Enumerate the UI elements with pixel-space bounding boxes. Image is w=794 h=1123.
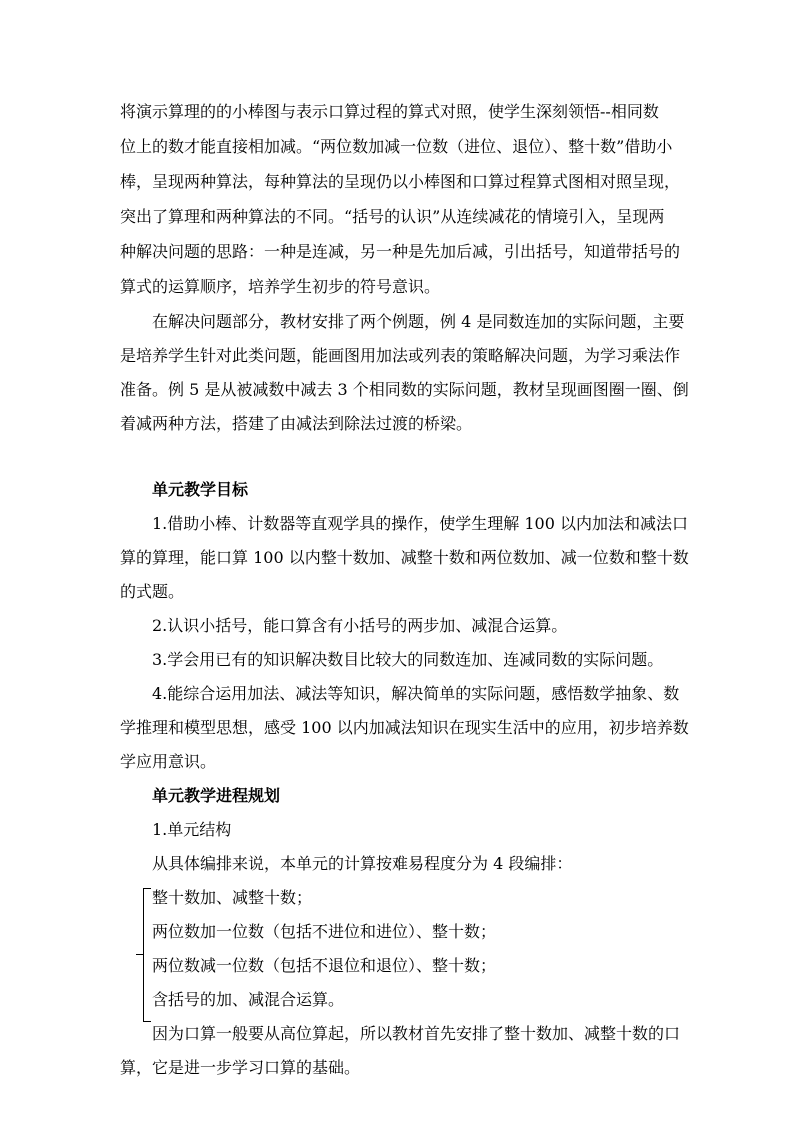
goal-line: 2.认识小括号，能口算含有小括号的两步加、减混合运算。 (152, 616, 568, 635)
goal-line: 4.能综合运用加法、减法等知识，解决简单的实际问题，感悟数学抽象、数 (152, 684, 680, 703)
paragraph-line: 准备。例 5 是从被减数中减去 3 个相同数的实际问题，教材呈现画图圈一圈、倒 (120, 380, 689, 399)
goal-line: 学推理和模型思想，感受 100 以内加减法知识在现实生活中的应用，初步培养数 (120, 718, 689, 737)
bracket-item: 两位数加一位数（包括不进位和进位）、整十数； (152, 922, 497, 941)
goal-line: 学应用意识。 (120, 752, 217, 771)
paragraph-line: 算式的运算顺序，培养学生初步的符号意识。 (120, 277, 441, 296)
intro-line: 从具体编排来说，本单元的计算按难易程度分为 4 段编排： (152, 854, 573, 873)
goal-line: 算的算理，能口算 100 以内整十数加、减整十数和两位数加、减一位数和整十数 (120, 548, 689, 567)
paragraph-line: 突出了算理和两种算法的不同。“括号的认识”从连续减花的情境引入，呈现两 (120, 207, 665, 226)
closing-line: 因为口算一般要从高位算起，所以教材首先安排了整十数加、减整十数的口 (152, 1024, 681, 1043)
section-heading-plan: 单元教学进程规划 (152, 786, 281, 805)
goal-line: 1.借助小棒、计数器等直观学具的操作，使学生理解 100 以内加法和减法口 (152, 514, 688, 533)
paragraph-line: 在解决问题部分，教材安排了两个例题，例 4 是同数连加的实际问题，主要 (152, 312, 685, 331)
paragraph-line: 是培养学生针对此类问题，能画图用加法或列表的策略解决问题，为学习乘法作 (120, 346, 681, 365)
paragraph-line: 着减两种方法，搭建了由减法到除法过渡的桥梁。 (120, 414, 473, 433)
subsection-heading: 1.单元结构 (152, 820, 232, 839)
bracket-mark (143, 888, 151, 1022)
paragraph-line: 将演示算理的的小棒图与表示口算过程的算式对照，使学生深刻领悟--相同数 (120, 102, 659, 121)
paragraph-line: 棒，呈现两种算法，每种算法的呈现仍以小棒图和口算过程算式图相对照呈现， (120, 172, 681, 191)
section-heading-goals: 单元教学目标 (152, 480, 249, 499)
paragraph-line: 种解决问题的思路：一种是连减，另一种是先加后减，引出括号，知道带括号的 (120, 242, 681, 261)
goal-line: 3.学会用已有的知识解决数目比较大的同数连加、连减同数的实际问题。 (152, 650, 664, 669)
paragraph-line: 位上的数才能直接相加减。“两位数加减一位数（进位、退位）、整十数”借助小 (120, 137, 673, 156)
closing-line: 算，它是进一步学习口算的基础。 (120, 1058, 361, 1077)
bracket-item: 两位数减一位数（包括不退位和退位）、整十数； (152, 956, 497, 975)
goal-line: 的式题。 (120, 582, 185, 601)
bracket-item: 含括号的加、减混合运算。 (152, 990, 345, 1009)
bracket-item: 整十数加、减整十数； (152, 888, 313, 907)
